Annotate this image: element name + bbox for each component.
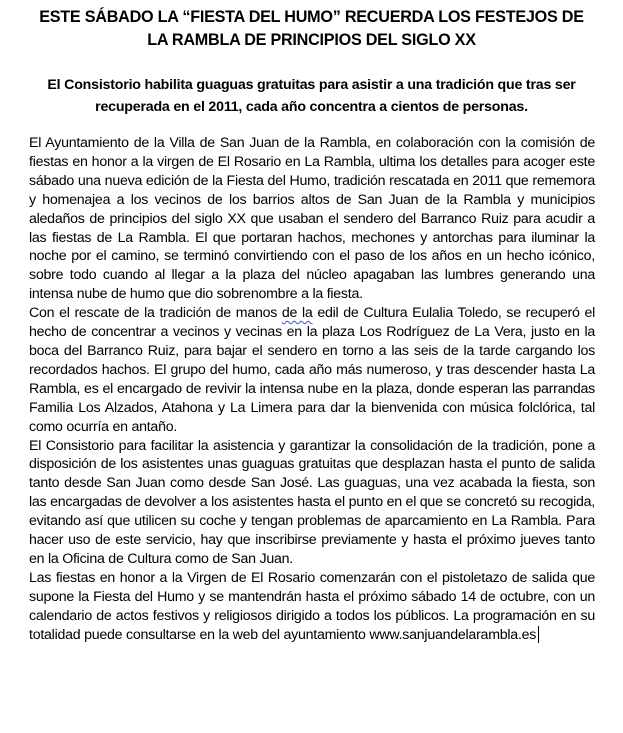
text-cursor: [538, 626, 539, 643]
body-paragraph-2: [29, 304, 595, 436]
website-link[interactable]: www.sanjuandelarambla.es: [369, 626, 537, 643]
paragraph-2-text-start: Con el rescate de la tradición de manos: [29, 305, 282, 322]
body-paragraph-1: El Ayuntamiento de la Villa de San Juan de la Rambla, en colaboración con la comisión de fiestas en honor a la virgen de El Rosario en La Rambla, ultima los detalles para acoger este sábado una nueva edición de la Fiesta del Humo, tradición rescatada en 2011 que rememora y homenajea a los vecinos de los barrios altos de San Juan de la Rambla y municipios aledaños de principios del siglo XX que usaban el sendero del Barranco Ruiz para acudir a las fiestas de La Rambla. El que portaran hachos, mechones y antorchas para iluminar la noche por el camino, se terminó convirtiendo con el paso de los años en un hecho icónico, sobre todo cuando al llegar a la plaza del núcleo apagaban las lumbres generando una intensa nube de humo que dio sobrenombre a la fiesta.: [29, 135, 595, 303]
document-body[interactable]: [29, 134, 595, 644]
paragraph-4-text: Las fiestas en honor a la Virgen de El Rosario comenzarán con el pistoletazo de salida que supone la Fiesta del Humo y se mantendrán hasta el próximo sábado 14 de octubre, con un calendario de actos festivos y religiosos dirigido a todos los públicos. La programación en su totalidad puede consultarse en la web del ayuntamiento: [29, 569, 595, 643]
body-paragraph-3: El Consistorio para facilitar la asistencia y garantizar la consolidación de la tradición, pone a disposición de los asistentes unas guaguas gratuitas que desplazan hasta el punto de salida tanto desde San Juan como desde San José. Las guaguas, una vez acabada la fiesta, son las encargadas de devolver a los asistentes hasta el punto en el que se concretó su recogida, evitando así que utilicen su coche y tengan problemas de aparcamiento en La Rambla. Para hacer uso de este servicio, hay que inscribirse previamente y hasta el próximo jueves tanto en la Oficina de Cultura como de San Juan.: [29, 437, 595, 567]
paragraph-2-text-end: edil de Cultura Eulalia Toledo, se recuperó el hecho de concentrar a vecinos y vecinas en la plaza Los Rodríguez de La Vera, justo en la boca del Barranco Ruiz, para bajar el sendero en torno a las seis de la tarde cargando los recordados hachos. El grupo del humo, cada año más numeroso, y tras descender hasta La Rambla, es el encargado de revivir la intensa nube en la plaza, donde esperan las parrandas Familia Los Alzados, Atahona y La Limera para dar la bienvenida con música folclórica, tal como ocurría en antaño.: [29, 305, 595, 435]
document-subtitle: El Consistorio habilita guaguas gratuitas para asistir a una tradición que tras ser recuperada en el 2011, cada año concentra a cientos de personas.: [47, 77, 576, 115]
body-paragraph-4: [29, 569, 595, 645]
spellcheck-flagged-text[interactable]: de la: [281, 305, 313, 322]
document-title: ESTE SÁBADO LA “FIESTA DEL HUMO” RECUERDA LOS FESTEJOS DE LA RAMBLA DE PRINCIPIOS DEL SIGLO XX: [39, 8, 584, 49]
